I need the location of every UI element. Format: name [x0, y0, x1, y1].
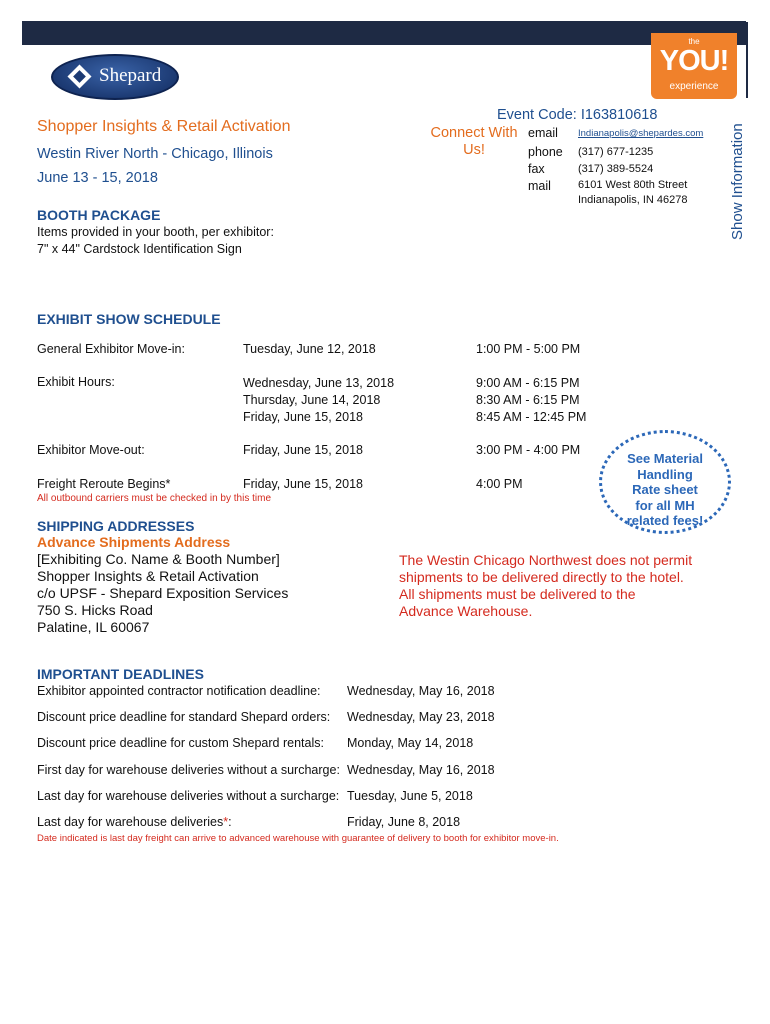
you-logo-main: YOU! — [659, 45, 729, 77]
deadline-label: Discount price deadline for standard Shepard orders: — [37, 710, 331, 724]
shipping-notice — [399, 552, 692, 620]
event-venue: Westin River North - Chicago, Illinois — [37, 146, 273, 162]
schedule-time: 8:30 AM - 6:15 PM — [476, 393, 580, 407]
deadline-label: Discount price deadline for custom Shepard rentals: — [37, 736, 324, 750]
shepard-logo — [51, 54, 179, 100]
deadline-label: First day for warehouse deliveries without a surcharge: — [37, 763, 340, 777]
address-line: Palatine, IL 60067 — [37, 619, 150, 635]
event-title: Shopper Insights & Retail Activation — [37, 118, 291, 135]
notice-line: All shipments must be delivered to the — [399, 586, 636, 602]
booth-line1: Items provided in your booth, per exhibitor: — [37, 225, 274, 239]
shipping-heading: SHIPPING ADDRESSES — [37, 518, 195, 534]
material-handling-badge — [599, 430, 731, 534]
schedule-time: 8:45 AM - 12:45 PM — [476, 410, 587, 424]
schedule-times — [476, 375, 586, 426]
shipping-address — [37, 551, 288, 636]
deadline-date: Monday, May 14, 2018 — [347, 736, 474, 750]
notice-line: The Westin Chicago Northwest does not permit — [399, 552, 693, 568]
diamond-icon — [67, 64, 91, 88]
fax-label: fax — [528, 162, 545, 176]
notice-line: shipments to be delivered directly to the hotel. — [399, 569, 684, 585]
schedule-date: Thursday, June 14, 2018 — [243, 393, 381, 407]
schedule-label: Exhibitor Move-out: — [37, 443, 145, 457]
deadline-label: Exhibitor appointed contractor notification deadline: — [37, 684, 321, 698]
connect-label: Connect With Us! — [430, 125, 518, 158]
schedule-time: 4:00 PM — [476, 477, 523, 491]
schedule-time: 3:00 PM - 4:00 PM — [476, 443, 581, 457]
mail-label: mail — [528, 179, 551, 193]
header-band — [22, 21, 746, 45]
deadline-date: Wednesday, May 16, 2018 — [347, 763, 495, 777]
event-dates: June 13 - 15, 2018 — [37, 170, 158, 186]
phone-value: (317) 677-1235 — [578, 146, 654, 158]
schedule-date: Tuesday, June 12, 2018 — [243, 342, 376, 356]
schedule-date: Friday, June 15, 2018 — [243, 477, 363, 491]
address-line: [Exhibiting Co. Name & Booth Number] — [37, 551, 280, 567]
event-code: Event Code: I163810618 — [497, 107, 658, 123]
you-logo-experience: experience — [669, 81, 719, 92]
deadline-asterisk: * — [223, 815, 229, 829]
you-experience-logo — [651, 33, 737, 99]
address-line: 750 S. Hicks Road — [37, 602, 153, 618]
side-divider — [746, 22, 748, 98]
deadline-date: Wednesday, May 16, 2018 — [347, 684, 495, 698]
address-line: Shopper Insights & Retail Activation — [37, 568, 259, 584]
schedule-heading: EXHIBIT SHOW SCHEDULE — [37, 311, 221, 327]
schedule-label: General Exhibitor Move-in: — [37, 342, 185, 356]
deadlines-note: Date indicated is last day freight can arrive to advanced warehouse with guarantee of delivery to booth for exhibitor move-in. — [37, 833, 559, 844]
schedule-date: Friday, June 15, 2018 — [243, 443, 363, 457]
booth-heading: BOOTH PACKAGE — [37, 207, 161, 223]
schedule-dates — [243, 375, 394, 426]
phone-label: phone — [528, 145, 563, 159]
deadlines-heading: IMPORTANT DEADLINES — [37, 666, 204, 682]
deadline-date: Friday, June 8, 2018 — [347, 815, 461, 829]
email-link[interactable]: Indianapolis@shepardes.com — [578, 128, 704, 139]
deadline-label: Last day for warehouse deliveries*: — [37, 815, 232, 829]
deadline-date: Tuesday, June 5, 2018 — [347, 789, 473, 803]
schedule-time: 9:00 AM - 6:15 PM — [476, 376, 580, 390]
schedule-time: 1:00 PM - 5:00 PM — [476, 342, 581, 356]
schedule-date: Friday, June 15, 2018 — [243, 410, 363, 424]
deadline-label: Last day for warehouse deliveries without a surcharge: — [37, 789, 340, 803]
email-label: email — [528, 126, 558, 140]
fax-value: (317) 389-5524 — [578, 163, 654, 175]
address-line: c/o UPSF - Shepard Exposition Services — [37, 585, 289, 601]
notice-line: Advance Warehouse. — [399, 603, 533, 619]
mail-value: 6101 West 80th Street Indianapolis, IN 46278 — [578, 179, 688, 206]
schedule-note: All outbound carriers must be checked in by this time — [37, 493, 271, 504]
logo-text: Shepard — [99, 65, 162, 86]
deadline-date: Wednesday, May 23, 2018 — [347, 710, 495, 724]
you-logo-the: the — [688, 37, 700, 46]
schedule-date: Wednesday, June 13, 2018 — [243, 376, 395, 390]
schedule-label: Exhibit Hours: — [37, 375, 115, 389]
badge-text: See Material Handling Rate sheet for all MH related fees! — [626, 451, 704, 528]
side-tab-label: Show Information — [729, 123, 746, 240]
booth-line2: 7" x 44" Cardstock Identification Sign — [37, 242, 242, 256]
shipping-subheading: Advance Shipments Address — [37, 534, 231, 550]
schedule-label: Freight Reroute Begins* — [37, 477, 171, 491]
